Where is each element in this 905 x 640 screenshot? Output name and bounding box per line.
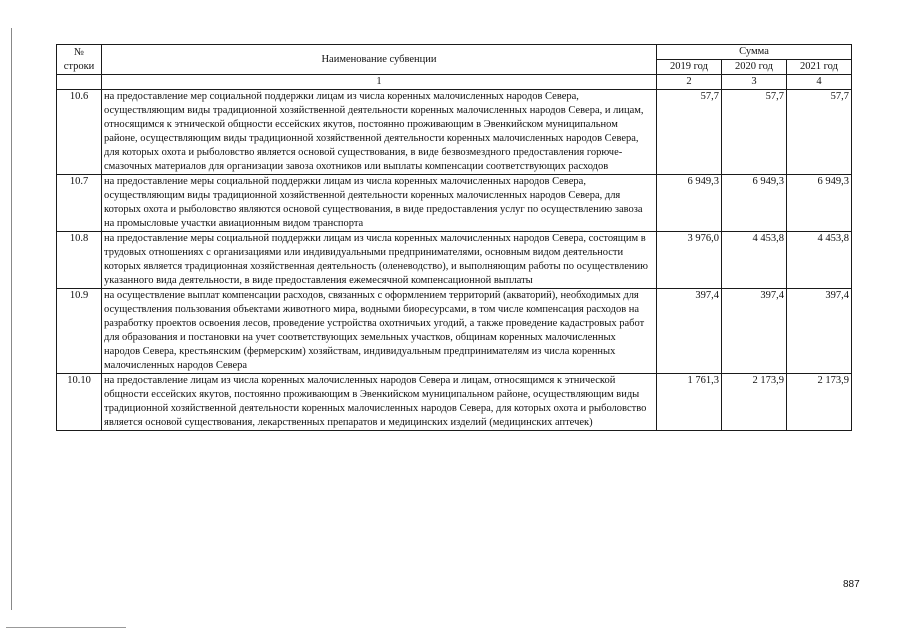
row-number: 10.6 — [57, 90, 102, 175]
amount-2020: 4 453,8 — [722, 232, 787, 289]
table-row — [57, 374, 852, 431]
table-row — [57, 232, 852, 289]
footnote-rule — [6, 627, 126, 628]
subsidy-description: на предоставление меры социальной поддержки лицам из числа коренных малочисленных народов Севера, осуществляющим виды традиционной хозяйственной деятельности коренных малочисленных народов Севера, для которых охота и рыболовство являются основой существования, в виде предоставления услуг по осуществлению завоза на промысловые участки авиационным видом транспорта — [102, 175, 657, 232]
column-number-1: 1 — [102, 75, 657, 90]
column-number-3: 3 — [722, 75, 787, 90]
subsidy-name-header: Наименование субвенции — [102, 45, 657, 75]
amount-2019: 57,7 — [657, 90, 722, 175]
amount-2019: 6 949,3 — [657, 175, 722, 232]
amount-2020: 6 949,3 — [722, 175, 787, 232]
row-number: 10.7 — [57, 175, 102, 232]
scan-edge-line — [11, 28, 12, 610]
table-row — [57, 175, 852, 232]
amount-2019: 1 761,3 — [657, 374, 722, 431]
column-number-empty — [57, 75, 102, 90]
row-number: 10.8 — [57, 232, 102, 289]
amount-2019: 397,4 — [657, 289, 722, 374]
row-number: 10.10 — [57, 374, 102, 431]
sum-header: Сумма — [657, 45, 852, 60]
column-number-4: 4 — [787, 75, 852, 90]
amount-2021: 6 949,3 — [787, 175, 852, 232]
column-number-2: 2 — [657, 75, 722, 90]
row-number-header: № строки — [57, 45, 102, 75]
amount-2020: 2 173,9 — [722, 374, 787, 431]
year-2019-header: 2019 год — [657, 60, 722, 75]
row-number: 10.9 — [57, 289, 102, 374]
amount-2020: 397,4 — [722, 289, 787, 374]
amount-2019: 3 976,0 — [657, 232, 722, 289]
subsidy-description: на предоставление мер социальной поддержки лицам из числа коренных малочисленных народов Севера, осуществляющим виды традиционной хозяйственной деятельности коренных малочисленных народов Севера, и лицам, относящимся к этнической общности ессейских якутов, постоянно проживающим в Эвенкийском муниципальном районе, осуществляющим виды традиционной хозяйственной деятельности коренных малочисленных народов Севера, для которых охота и рыболовство является основой существования, в виде безвозмездного предоставления горюче-смазочных материалов для организации завоза охотников или выплаты компенсации соответствующих расходов — [102, 90, 657, 175]
subsidy-description: на предоставление меры социальной поддержки лицам из числа коренных малочисленных народов Севера, состоящим в трудовых отношениях с организациями или индивидуальными предпринимателями, основным видом деятельности которых является традиционная хозяйственная деятельность (оленеводство), и выполняющим работы по осуществлению указанного вида деятельности, в виде предоставления ежемесячной компенсационной выплаты — [102, 232, 657, 289]
column-numbers-row — [57, 75, 852, 90]
amount-2021: 2 173,9 — [787, 374, 852, 431]
year-2021-header: 2021 год — [787, 60, 852, 75]
amount-2021: 397,4 — [787, 289, 852, 374]
header-row-1 — [57, 45, 852, 60]
amount-2021: 4 453,8 — [787, 232, 852, 289]
page-number: 887 — [843, 579, 860, 590]
amount-2021: 57,7 — [787, 90, 852, 175]
year-2020-header: 2020 год — [722, 60, 787, 75]
subsidy-table — [56, 44, 852, 431]
amount-2020: 57,7 — [722, 90, 787, 175]
subsidy-description: на осуществление выплат компенсации расходов, связанных с оформлением территорий (акваторий), необходимых для осуществления пользования объектами животного мира, водными биоресурсами, в том числе компенсация расходов на разработку проектов освоения лесов, проведение устройства охотничьих угодий, а также проведение кадастровых работ для образования и постановки на учет соответствующих земельных участков, общинам коренных малочисленных народов Севера, крестьянским (фермерским) хозяйствам, индивидуальным предпринимателям из числа коренных малочисленных народов Севера — [102, 289, 657, 374]
table-row — [57, 90, 852, 175]
subsidy-description: на предоставление лицам из числа коренных малочисленных народов Севера и лицам, относящимся к этнической общности ессейских якутов, постоянно проживающим в Эвенкийском муниципальном районе, осуществляющим виды традиционной хозяйственной деятельности коренных малочисленных народов Севера, для которых охота и рыболовство является основой существования, лекарственных препаратов и медицинских изделий (медицинских аптечек) — [102, 374, 657, 431]
table-row — [57, 289, 852, 374]
